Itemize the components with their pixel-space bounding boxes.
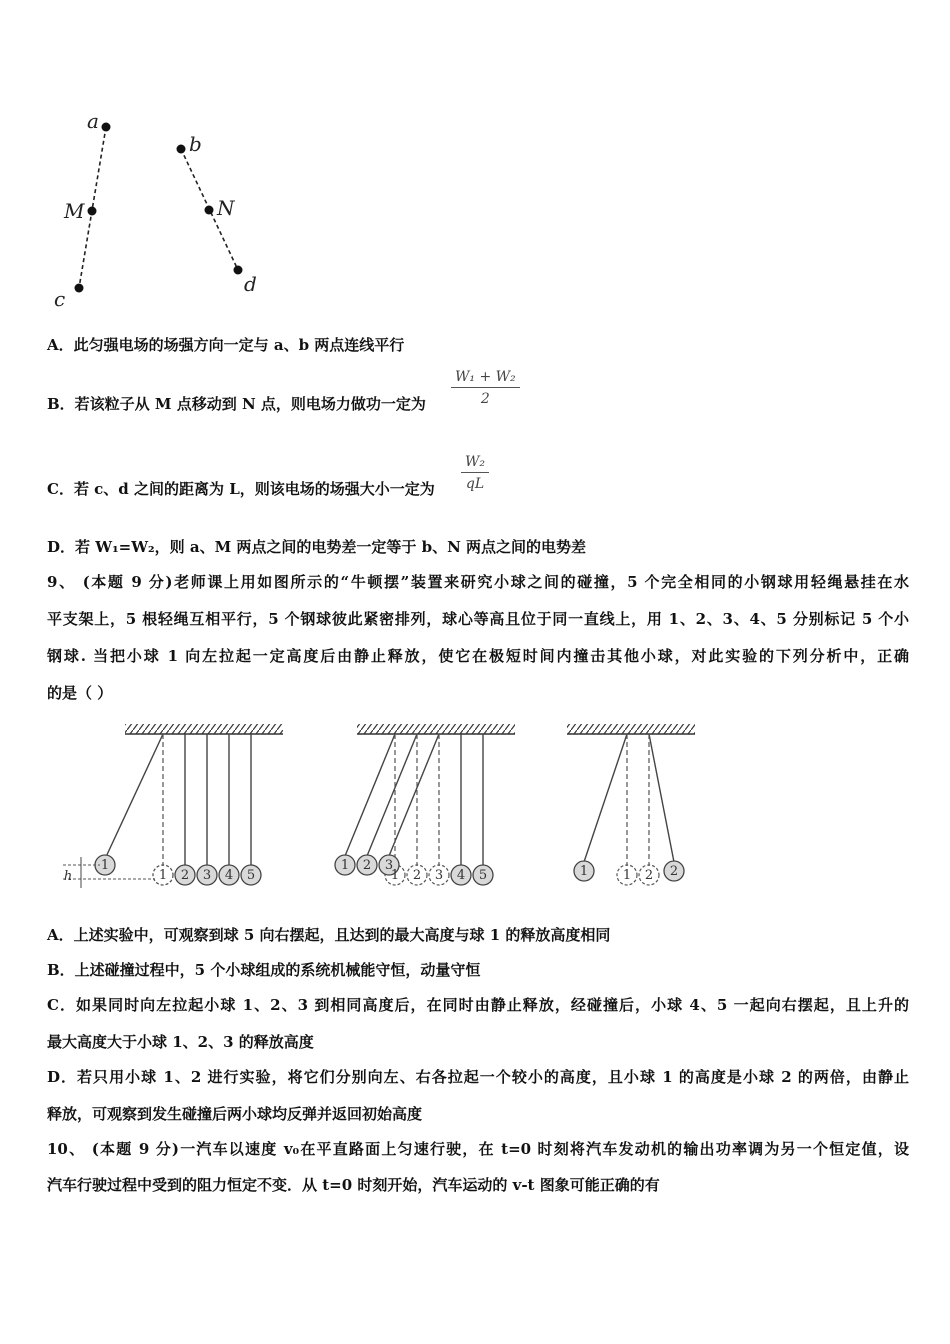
q8-option-b: B．若该粒子从 M 点移动到 N 点，则电场力做功一定为 <box>47 395 426 413</box>
q9-stem-line-4: 的是（ ） <box>47 684 113 702</box>
label-d: d <box>244 272 257 296</box>
ball-label: 2 <box>669 864 679 879</box>
ball-label: 1 <box>100 858 110 873</box>
point-M <box>88 207 97 216</box>
ball-label: 2 <box>180 868 190 883</box>
point-b <box>177 145 186 154</box>
ball-label: 1 <box>622 868 632 883</box>
label-b: b <box>189 132 202 156</box>
newtons-cradle-figure <box>55 722 715 900</box>
q9-option-d-line-2: 释放，可观察到发生碰撞后两小球均反弹并返回初始高度 <box>47 1105 423 1123</box>
ball-label: 2 <box>644 868 654 883</box>
ball-label: 1 <box>579 864 589 879</box>
point-a <box>102 123 111 132</box>
support-bar <box>125 724 283 734</box>
fraction-numerator: W₂ <box>461 454 489 473</box>
ball-label: 3 <box>434 868 444 883</box>
support-bar <box>567 724 695 734</box>
q10-stem-line-1: 10、 (本题 9 分)一汽车以速度 v₀在平直路面上匀速行驶，在 t=0 时刻将汽车发动机的输出功率调为另一个恒定值，设 <box>47 1140 909 1158</box>
fraction-numerator: W₁ + W₂ <box>451 369 520 388</box>
point-N <box>205 206 214 215</box>
point-c <box>75 284 84 293</box>
ball-label: 1 <box>340 858 350 873</box>
q9-option-b: B．上述碰撞过程中，5 个小球组成的系统机械能守恒，动量守恒 <box>47 961 481 979</box>
q9-stem-line-3: 钢球. 当把小球 1 向左拉起一定高度后由静止释放，使它在极短时间内撞击其他小球，对此实验的下列分析中，正确 <box>47 647 909 665</box>
q9-option-c-line-1: C．如果同时向左拉起小球 1、2、3 到相同高度后，在同时由静止释放，经碰撞后，小球 4、5 一起向右摆起，且上升的 <box>47 996 909 1014</box>
q9-stem-line-1: 9、 (本题 9 分)老师课上用如图所示的“牛顿摆”装置来研究小球之间的碰撞，5 个完全相同的小钢球用轻绳悬挂在水 <box>47 573 909 591</box>
q8-option-b-fraction <box>451 369 520 407</box>
q10-stem-line-2: 汽车行驶过程中受到的阻力恒定不变．从 t=0 时刻开始，汽车运动的 v-t 图象可能正确的有 <box>47 1176 660 1194</box>
support-bar <box>357 724 515 734</box>
ball-label: 3 <box>202 868 212 883</box>
ball-label: 1 <box>390 868 400 883</box>
ball-label: 1 <box>158 868 168 883</box>
ball-label: 5 <box>478 868 488 883</box>
q9-stem-line-2: 平支架上，5 根轻绳互相平行，5 个钢球彼此紧密排列，球心等高且位于同一直线上，用 1、2、3、4、5 分别标记 5 个小 <box>47 610 909 628</box>
q9-option-c-line-2: 最大高度大于小球 1、2、3 的释放高度 <box>47 1033 314 1051</box>
label-a: a <box>87 109 99 133</box>
label-M: M <box>64 199 85 223</box>
ball-label: 3 <box>384 858 394 873</box>
ball-label: 5 <box>246 868 256 883</box>
label-c: c <box>54 287 66 311</box>
q9-option-a: A．上述实验中，可观察到球 5 向右摆起，且达到的最大高度与球 1 的释放高度相同 <box>47 926 611 944</box>
cradle-panel-3 <box>567 724 695 885</box>
fraction-denominator: qL <box>465 476 485 492</box>
point-d <box>234 266 243 275</box>
q8-option-a: A．此匀强电场的场强方向一定与 a、b 两点连线平行 <box>47 336 405 354</box>
label-N: N <box>217 196 235 220</box>
points-figure <box>40 100 280 315</box>
h-label: h <box>63 869 73 884</box>
cradle-panel-2 <box>335 724 515 885</box>
ball-label: 4 <box>224 868 234 883</box>
cradle-panel-1 <box>63 724 283 888</box>
q8-option-c-fraction <box>461 454 489 492</box>
ball-label: 4 <box>456 868 466 883</box>
ball-label: 2 <box>362 858 372 873</box>
fraction-denominator: 2 <box>480 391 490 407</box>
q9-option-d-line-1: D．若只用小球 1、2 进行实验，将它们分别向左、右各拉起一个较小的高度，且小球 1 的高度是小球 2 的两倍，由静止 <box>47 1068 909 1086</box>
q8-option-d: D．若 W₁=W₂，则 a、M 两点之间的电势差一定等于 b、N 两点之间的电势差 <box>47 538 587 556</box>
ball-label: 2 <box>412 868 422 883</box>
q8-option-c: C．若 c、d 之间的距离为 L，则该电场的场强大小一定为 <box>47 480 435 498</box>
